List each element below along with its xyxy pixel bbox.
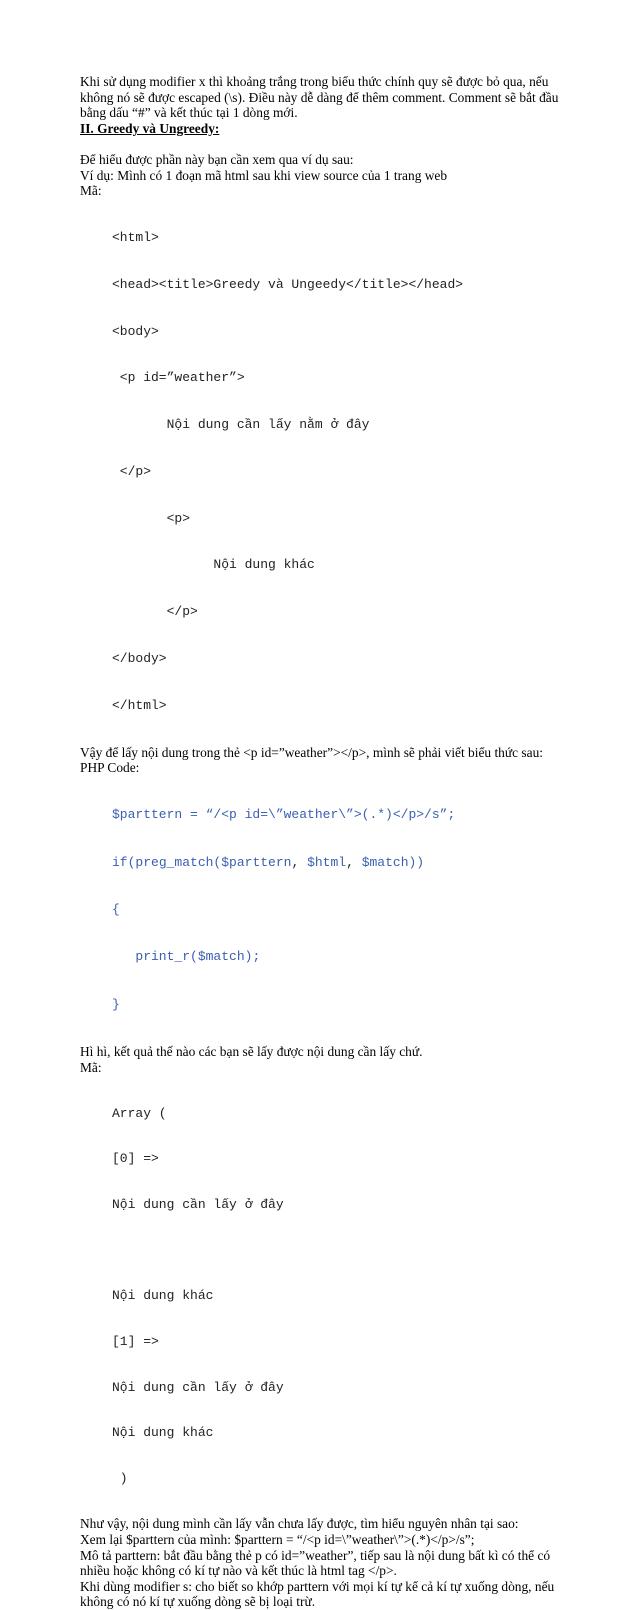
code-line: </p> [112, 604, 198, 620]
code-line: </body> [112, 650, 167, 666]
php-code-block [112, 776, 580, 1045]
code-line: <head><title>Greedy và Ungeedy</title></head> [112, 276, 464, 292]
code-variable: $match [197, 949, 245, 965]
text-line: nhiều hoặc không có kí tự nào và kết thúc là html tag </p>. [80, 1563, 397, 1579]
code-line: Nội dung cần lấy ở đây [112, 1197, 284, 1213]
text-line: Khi sử dụng modifier x thì khoảng trắng trong biểu thức chính quy sẽ được bỏ qua, nếu [80, 74, 549, 89]
code-line: Nội dung khác [112, 1288, 214, 1304]
code-line [112, 807, 580, 823]
paragraph-modifier-x [80, 74, 580, 121]
code-line: Nội dung khác [112, 1425, 214, 1441]
text-line: Vậy để lấy nội dung trong thẻ <p id=”weather”></p>, mình sẽ phải viết biểu thức sau: [80, 744, 543, 760]
code-function: (preg_match( [127, 854, 222, 870]
section-heading: II. Greedy và Ungreedy: [80, 120, 220, 136]
spacer [80, 136, 580, 152]
code-punct: )) [408, 854, 425, 870]
code-punct: , [346, 854, 362, 870]
code-line: [0] => [112, 1151, 159, 1167]
code-function: print_r( [112, 949, 198, 965]
code-line: <body> [112, 323, 159, 339]
code-line: <p> [112, 510, 191, 526]
paragraph-explanation [80, 1516, 580, 1610]
code-variable: $parttern [221, 854, 292, 870]
text-line: Mã: [80, 183, 102, 199]
code-line: Array ( [112, 1105, 167, 1121]
code-line: [1] => [112, 1333, 159, 1349]
code-variable: $parttern [112, 807, 183, 823]
code-string: = “/<p id=\”weather\”>(.*)</p>/s”; [182, 807, 456, 823]
code-line: </html> [112, 697, 167, 713]
text-line: Để hiểu được phần này bạn cần xem qua ví dụ sau: [80, 151, 354, 167]
paragraph-php-intro [80, 745, 580, 776]
code-line: <html> [112, 229, 159, 245]
code-line [112, 855, 580, 871]
code-punct: ); [244, 949, 261, 965]
text-line: PHP Code: [80, 760, 140, 776]
text-line: Xem lại $parttern của mình: $parttern = “/<p id=\”weather\”>(.*)</p>/s”; [80, 1531, 475, 1547]
code-line: Nội dung cần lấy ở đây [112, 1379, 284, 1395]
text-line: Mô tả parttern: bắt đầu bằng thẻ p có id=”weather”, tiếp sau là nội dung bất kì có thể có [80, 1547, 551, 1563]
code-line: ) [112, 1470, 128, 1486]
output-code-block [112, 1075, 580, 1516]
paragraph-result [80, 1044, 580, 1075]
code-line [112, 1243, 580, 1258]
code-variable: $match [361, 854, 409, 870]
code-line: </p> [112, 463, 152, 479]
code-variable: $html [307, 854, 347, 870]
text-line: Khi dùng modifier s: cho biết so khớp parttern với mọi kí tự kể cả kí tự xuống dòng, nếu [80, 1578, 555, 1594]
code-punct: , [291, 854, 308, 870]
code-line: Nội dung cần lấy nằm ở đây [112, 417, 370, 433]
code-line: <p id=”weather”> [112, 370, 245, 386]
document-page [80, 74, 580, 1610]
paragraph-intro [80, 152, 580, 199]
code-line: { [112, 902, 120, 918]
text-line: Hì hì, kết quả thế nào các bạn sẽ lấy được nội dung cần lấy chứ. [80, 1044, 423, 1060]
code-keyword: if [112, 854, 128, 870]
code-line: Nội dung khác [112, 557, 315, 573]
text-line: Mã: [80, 1059, 102, 1075]
text-line: không có nó kí tự xuống dòng sẽ bị loại trừ. [80, 1594, 316, 1610]
text-line: Như vậy, nội dung mình cần lấy vẫn chưa lấy được, tìm hiểu nguyên nhân tại sao: [80, 1516, 519, 1532]
html-code-block [112, 199, 580, 745]
code-line: } [112, 996, 120, 1012]
text-line: không nó sẽ được escaped (\s). Điều này dễ dàng để thêm comment. Comment sẽ bắt đầu [80, 89, 559, 105]
text-line: Ví dụ: Mình có 1 đoạn mã html sau khi view source của 1 trang web [80, 167, 448, 183]
code-line [112, 949, 580, 965]
text-line: bằng dấu “#” và kết thúc tại 1 dòng mới. [80, 105, 298, 121]
